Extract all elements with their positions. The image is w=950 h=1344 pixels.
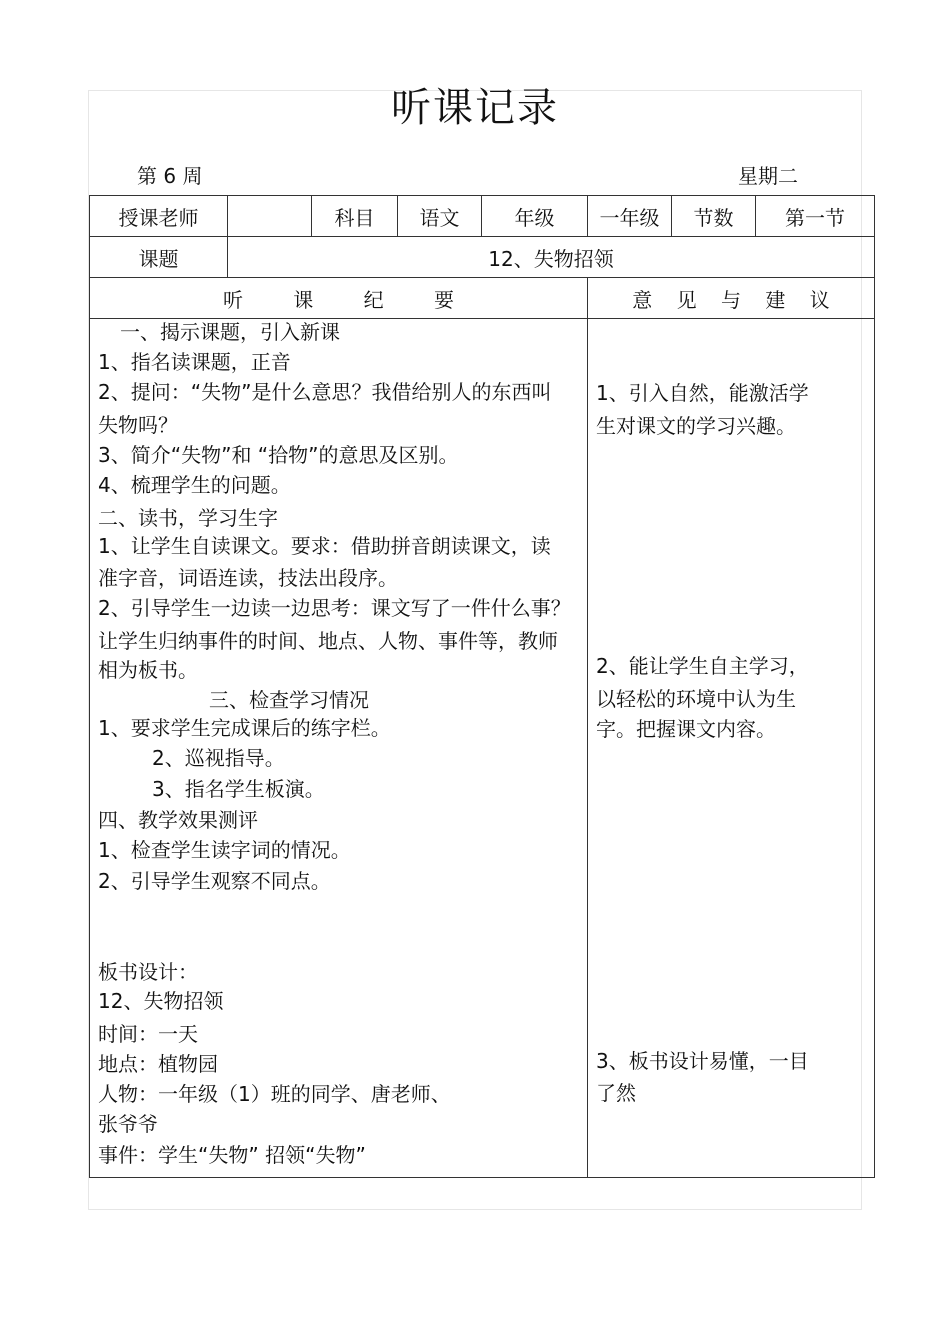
notes-line: 准字音，词语连读，技法出段序。 xyxy=(98,566,398,590)
grade-value: 一年级 xyxy=(588,196,672,237)
opinion-line: 2、能让学生自主学习， xyxy=(596,654,809,678)
notes-line: 时间：一天 xyxy=(98,1022,198,1046)
notes-line: 1、让学生自读课文。要求：借助拼音朗读课文，读 xyxy=(98,534,551,558)
weekday-label: 星期二 xyxy=(738,164,798,188)
notes-line: 事件：学生“失物” 招领“失物” xyxy=(98,1143,366,1167)
topic-value: 12、失物招领 xyxy=(228,237,875,278)
notes-line: 1、要求学生完成课后的练字栏。 xyxy=(98,716,391,740)
notes-line: 人物：一年级（1）班的同学、唐老师、 xyxy=(98,1082,451,1106)
notes-line: 相为板书。 xyxy=(98,658,198,682)
notes-line: 张爷爷 xyxy=(98,1112,158,1136)
notes-line: 2、引导学生一边读一边思考：课文写了一件什么事？ xyxy=(98,596,571,620)
notes-line: 失物吗？ xyxy=(98,413,178,437)
opinion-line: 以轻松的环境中认为生 xyxy=(596,687,796,711)
topic-label: 课题 xyxy=(90,237,228,278)
notes-cell xyxy=(90,319,588,1178)
teacher-value xyxy=(228,196,312,237)
opinion-line: 3、板书设计易懂，一目 xyxy=(596,1049,809,1073)
notes-line: 4、梳理学生的问题。 xyxy=(98,473,291,497)
subject-label: 科目 xyxy=(312,196,398,237)
grade-label: 年级 xyxy=(482,196,588,237)
body-row xyxy=(90,319,875,1178)
week-label: 第 6 周 xyxy=(137,164,203,188)
period-value: 第一节 xyxy=(756,196,875,237)
notes-line: 2、引导学生观察不同点。 xyxy=(98,869,331,893)
opinion-line: 了然 xyxy=(596,1081,636,1105)
notes-line: 一、揭示课题，引入新课 xyxy=(120,320,340,344)
subject-value: 语文 xyxy=(398,196,482,237)
column-header-row xyxy=(90,278,875,319)
notes-line: 2、巡视指导。 xyxy=(152,746,285,770)
notes-line: 地点：植物园 xyxy=(98,1052,218,1076)
opinions-list xyxy=(588,319,874,1177)
opinions-cell xyxy=(588,319,875,1178)
notes-column-header: 听 课 纪 要 xyxy=(90,278,588,319)
opinions-column-header: 意 见 与 建 议 xyxy=(588,278,875,319)
page-title: 听课记录 xyxy=(391,85,559,131)
notes-list xyxy=(90,319,587,1177)
notes-line: 3、指名学生板演。 xyxy=(152,777,325,801)
record-table xyxy=(89,195,875,1178)
notes-line: 1、检查学生读字词的情况。 xyxy=(98,838,351,862)
teacher-label: 授课老师 xyxy=(90,196,228,237)
notes-line: 让学生归纳事件的时间、地点、人物、事件等，教师 xyxy=(98,629,558,653)
notes-line: 二、读书，学习生字 xyxy=(98,506,278,530)
notes-line: 四、教学效果测评 xyxy=(98,808,258,832)
notes-line: 板书设计： xyxy=(98,960,198,984)
notes-line: 2、提问：“失物”是什么意思？我借给别人的东西叫 xyxy=(98,380,552,404)
opinion-line: 字。把握课文内容。 xyxy=(596,717,776,741)
opinion-line: 生对课文的学习兴趣。 xyxy=(596,414,796,438)
period-label: 节数 xyxy=(672,196,756,237)
notes-line: 12、失物招领 xyxy=(98,989,224,1013)
opinion-line: 1、引入自然，能激活学 xyxy=(596,381,809,405)
topic-row xyxy=(90,237,875,278)
notes-line: 三、检查学习情况 xyxy=(209,688,369,712)
notes-line: 3、简介“失物”和 “拾物”的意思及区别。 xyxy=(98,443,459,467)
info-row xyxy=(90,196,875,237)
notes-line: 1、指名读课题，正音 xyxy=(98,350,291,374)
